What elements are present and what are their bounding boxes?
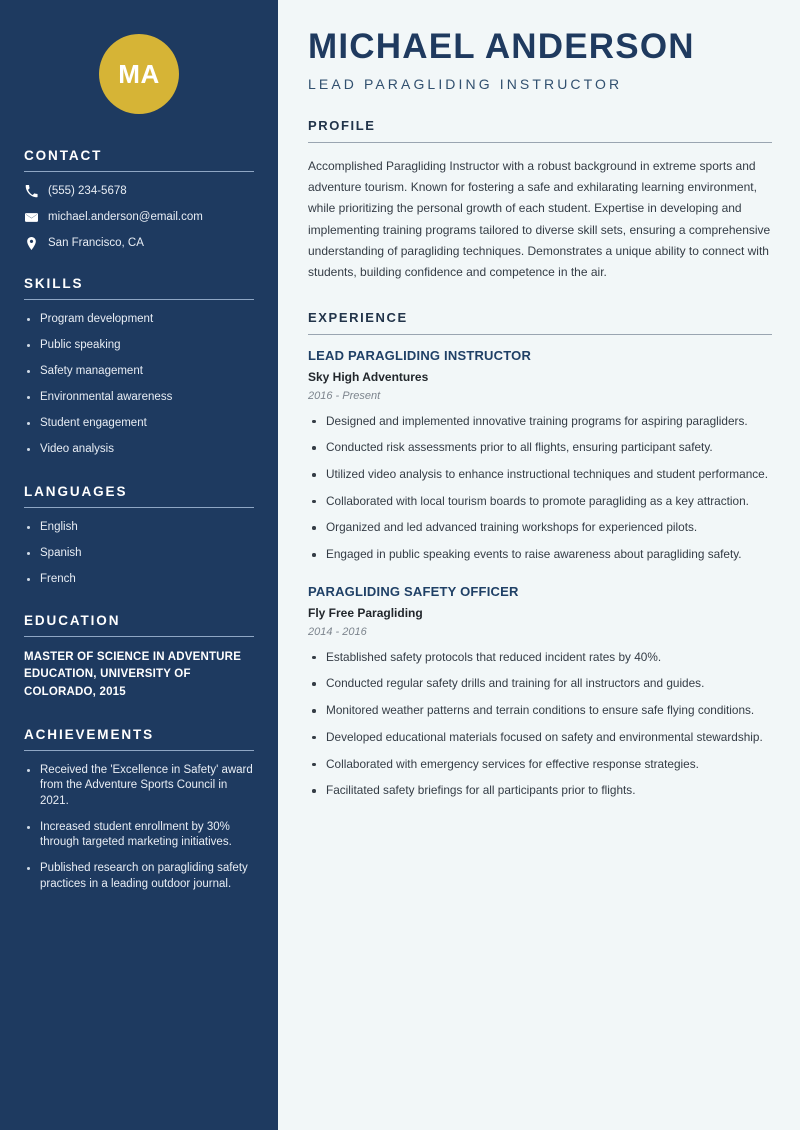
list-item: Facilitated safety briefings for all participants prior to flights. [308,782,772,800]
list-item: Monitored weather patterns and terrain conditions to ensure safe flying conditions. [308,702,772,720]
experience-divider [308,334,772,335]
avatar-container [24,0,254,148]
list-item: Student engagement [24,416,254,432]
job-role-subtitle: LEAD PARAGLIDING INSTRUCTOR [308,75,623,92]
list-item: Conducted regular safety drills and training for all instructors and guides. [308,675,772,693]
achievements-heading: ACHIEVEMENTS [24,726,155,742]
skills-list [24,312,254,458]
contact-item-phone[interactable] [24,184,254,198]
list-item: Increased student enrollment by 30% through targeted marketing initiatives. [24,820,254,851]
list-item: Engaged in public speaking events to raise awareness about paragliding safety. [308,546,772,564]
profile-text: Accomplished Paragliding Instructor with a robust background in extreme sports and adventure tourism. Known for fostering a safe and exhilarating learning environment, while prioritizing the personal growth of each student. Expertise in developing and implementing training programs tailored to diverse skill sets, ensuring a comprehensive understanding of paragliding techniques. Demonstrates a unique ability to connect with students, building confidence and competence in the air. [308,158,771,280]
contact-email-value: michael.anderson@email.com [48,211,203,223]
list-item: Spanish [24,546,254,562]
experience-entry [308,348,772,564]
education-heading: EDUCATION [24,613,121,629]
languages-section [24,484,254,588]
envelope-icon [24,210,38,224]
skills-section [24,276,254,458]
experience-company: Sky High Adventures [308,369,429,384]
list-item: Developed educational materials focused on safety and environmental stewardship. [308,729,772,747]
education-section [24,613,254,701]
list-item: Safety management [24,364,254,380]
experience-heading: EXPERIENCE [308,309,408,325]
list-item: Video analysis [24,442,254,458]
list-item: Designed and implemented innovative training programs for aspiring paragliders. [308,413,772,431]
education-divider [24,636,254,637]
list-item: Organized and led advanced training workshops for experienced pilots. [308,519,772,537]
list-item: Established safety protocols that reduced incident rates by 40%. [308,649,772,667]
experience-company: Fly Free Paragliding [308,605,423,620]
contact-phone-value: (555) 234-5678 [48,185,127,197]
list-item: Collaborated with emergency services for effective response strategies. [308,756,772,774]
contact-section [24,148,254,250]
experience-bullets [308,649,772,800]
skills-heading: SKILLS [24,276,84,291]
contact-item-location[interactable] [24,236,254,250]
experience-bullets [308,413,772,564]
experience-section [308,310,772,800]
contact-divider [24,171,254,172]
main-content [284,0,800,1130]
profile-divider [308,142,772,143]
list-item: French [24,572,254,588]
location-pin-icon [24,236,38,250]
list-item: Published research on paragliding safety practices in a leading outdoor journal. [24,861,254,892]
experience-title: PARAGLIDING SAFETY OFFICER [308,583,519,599]
experience-title: LEAD PARAGLIDING INSTRUCTOR [308,347,532,363]
experience-dates: 2014 - 2016 [308,625,367,638]
phone-icon [24,184,38,198]
achievements-divider [24,750,254,751]
achievements-section [24,727,254,893]
list-item: Utilized video analysis to enhance instructional techniques and student performance. [308,466,772,484]
list-item: English [24,520,254,536]
skills-divider [24,299,254,300]
list-item: Public speaking [24,338,254,354]
list-item: Conducted risk assessments prior to all flights, ensuring participant safety. [308,439,772,457]
profile-heading: PROFILE [308,117,376,133]
list-item: Program development [24,312,254,328]
contact-location-value: San Francisco, CA [48,237,144,249]
page-title: MICHAEL ANDERSON [308,27,695,66]
contact-heading: CONTACT [24,148,103,163]
languages-divider [24,507,254,508]
experience-dates: 2016 - Present [308,389,381,402]
contact-item-email[interactable] [24,210,254,224]
avatar: MA [99,34,179,114]
sidebar [0,0,278,1130]
profile-section [308,118,772,284]
languages-heading: LANGUAGES [24,483,128,499]
list-item: Environmental awareness [24,390,254,406]
list-item: Collaborated with local tourism boards to promote paragliding as a key attraction. [308,493,772,511]
achievements-list [24,763,254,893]
experience-entry [308,584,772,800]
list-item: Received the 'Excellence in Safety' award from the Adventure Sports Council in 2021. [24,763,254,810]
languages-list [24,520,254,588]
education-entry: MASTER OF SCIENCE IN ADVENTURE EDUCATION, UNIVERSITY OF COLORADO, 2015 [24,651,242,698]
